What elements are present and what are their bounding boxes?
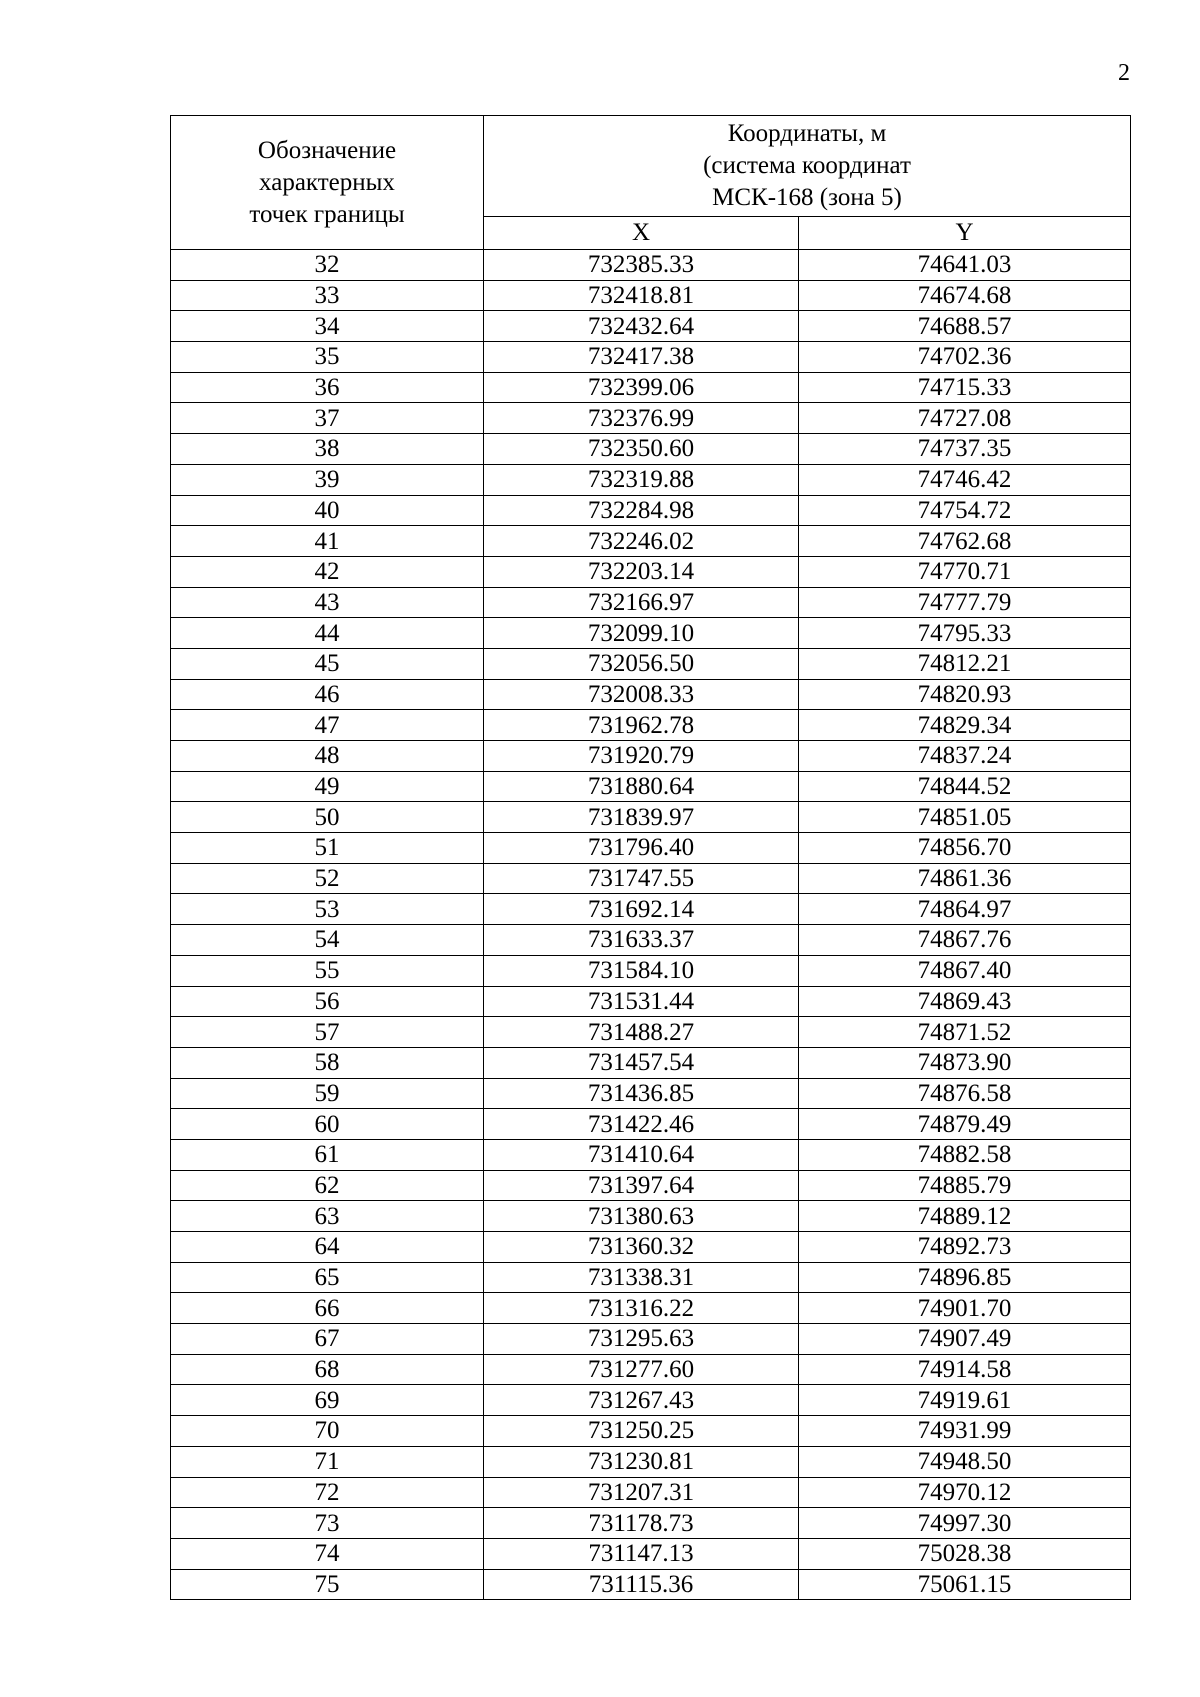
point-cell: 50 [171,802,484,833]
y-coordinate-cell: 74873.90 [799,1047,1131,1078]
x-coordinate-cell: 732203.14 [484,556,799,587]
point-cell: 59 [171,1078,484,1109]
table-row [171,1293,1131,1324]
y-coordinate-cell: 75028.38 [799,1538,1131,1569]
x-coordinate-cell: 732246.02 [484,526,799,557]
point-cell: 46 [171,679,484,710]
y-coordinate-cell: 74861.36 [799,863,1131,894]
point-cell: 47 [171,710,484,741]
table-row [171,526,1131,557]
y-coordinate-cell: 74702.36 [799,342,1131,373]
point-cell: 32 [171,250,484,281]
point-cell: 41 [171,526,484,557]
point-cell: 62 [171,1170,484,1201]
y-coordinate-cell: 74820.93 [799,679,1131,710]
x-coordinate-cell: 731584.10 [484,955,799,986]
header-designation-line: точек границы [249,200,405,228]
y-coordinate-cell: 74885.79 [799,1170,1131,1201]
table-row [171,1109,1131,1140]
x-coordinate-cell: 732418.81 [484,280,799,311]
header-coordinates [484,116,1131,217]
point-cell: 64 [171,1232,484,1263]
x-coordinate-cell: 731360.32 [484,1232,799,1263]
x-coordinate-cell: 732008.33 [484,679,799,710]
y-coordinate-cell: 74737.35 [799,434,1131,465]
y-coordinate-cell: 74896.85 [799,1262,1131,1293]
x-coordinate-cell: 732319.88 [484,464,799,495]
table-row [171,1416,1131,1447]
point-cell: 74 [171,1538,484,1569]
point-cell: 45 [171,648,484,679]
y-coordinate-cell: 74837.24 [799,741,1131,772]
table-row [171,925,1131,956]
point-cell: 55 [171,955,484,986]
point-cell: 61 [171,1139,484,1170]
header-coords-line: Координаты, м [727,120,887,147]
point-cell: 57 [171,1017,484,1048]
y-coordinate-cell: 74876.58 [799,1078,1131,1109]
x-coordinate-cell: 732099.10 [484,618,799,649]
table-row [171,894,1131,925]
point-cell: 60 [171,1109,484,1140]
x-coordinate-cell: 731962.78 [484,710,799,741]
table-row [171,986,1131,1017]
table-row [171,1324,1131,1355]
x-coordinate-cell: 731207.31 [484,1477,799,1508]
x-coordinate-cell: 731147.13 [484,1538,799,1569]
table-row [171,587,1131,618]
x-coordinate-cell: 731488.27 [484,1017,799,1048]
x-coordinate-cell: 731338.31 [484,1262,799,1293]
x-coordinate-cell: 731277.60 [484,1354,799,1385]
y-coordinate-cell: 74867.40 [799,955,1131,986]
x-coordinate-cell: 731531.44 [484,986,799,1017]
table-row [171,1508,1131,1539]
table-row [171,311,1131,342]
point-cell: 43 [171,587,484,618]
x-coordinate-cell: 731839.97 [484,802,799,833]
x-coordinate-cell: 731250.25 [484,1416,799,1447]
point-cell: 65 [171,1262,484,1293]
y-coordinate-cell: 74795.33 [799,618,1131,649]
coordinates-table [170,115,1131,1600]
point-cell: 39 [171,464,484,495]
x-coordinate-cell: 731316.22 [484,1293,799,1324]
table-row [171,1201,1131,1232]
y-coordinate-cell: 74851.05 [799,802,1131,833]
point-cell: 44 [171,618,484,649]
x-coordinate-cell: 731436.85 [484,1078,799,1109]
y-coordinate-cell: 74715.33 [799,372,1131,403]
point-cell: 68 [171,1354,484,1385]
y-coordinate-cell: 74970.12 [799,1477,1131,1508]
table-row [171,1354,1131,1385]
table-row [171,648,1131,679]
point-cell: 72 [171,1477,484,1508]
table-row [171,771,1131,802]
x-coordinate-cell: 731457.54 [484,1047,799,1078]
point-cell: 73 [171,1508,484,1539]
x-coordinate-cell: 731397.64 [484,1170,799,1201]
x-coordinate-cell: 732056.50 [484,648,799,679]
x-coordinate-cell: 732432.64 [484,311,799,342]
y-coordinate-cell: 74641.03 [799,250,1131,281]
x-coordinate-cell: 731178.73 [484,1508,799,1539]
point-cell: 53 [171,894,484,925]
y-coordinate-cell: 74889.12 [799,1201,1131,1232]
x-coordinate-cell: 732385.33 [484,250,799,281]
table-row [171,1262,1131,1293]
x-coordinate-cell: 731747.55 [484,863,799,894]
table-row [171,1232,1131,1263]
header-row-top [171,116,1131,217]
header-designation-line: Обозначение [257,136,397,164]
table-row [171,1170,1131,1201]
table-row [171,679,1131,710]
point-cell: 63 [171,1201,484,1232]
x-coordinate-cell: 731115.36 [484,1569,799,1600]
table-row [171,863,1131,894]
point-cell: 49 [171,771,484,802]
point-cell: 33 [171,280,484,311]
point-cell: 67 [171,1324,484,1355]
y-coordinate-cell: 74879.49 [799,1109,1131,1140]
header-point-designation [171,116,484,250]
point-cell: 56 [171,986,484,1017]
table-row [171,618,1131,649]
point-cell: 35 [171,342,484,373]
x-coordinate-cell: 732350.60 [484,434,799,465]
header-y: Y [799,217,1131,250]
y-coordinate-cell: 74770.71 [799,556,1131,587]
table-row [171,1017,1131,1048]
x-coordinate-cell: 732284.98 [484,495,799,526]
y-coordinate-cell: 74762.68 [799,526,1131,557]
table-row [171,1078,1131,1109]
y-coordinate-cell: 74892.73 [799,1232,1131,1263]
y-coordinate-cell: 74844.52 [799,771,1131,802]
table-row [171,1139,1131,1170]
table-row [171,710,1131,741]
point-cell: 36 [171,372,484,403]
y-coordinate-cell: 74754.72 [799,495,1131,526]
point-cell: 70 [171,1416,484,1447]
x-coordinate-cell: 732166.97 [484,587,799,618]
table-row [171,250,1131,281]
y-coordinate-cell: 74948.50 [799,1446,1131,1477]
y-coordinate-cell: 74864.97 [799,894,1131,925]
table-row [171,280,1131,311]
table-body [171,250,1131,1600]
table-row [171,372,1131,403]
y-coordinate-cell: 74882.58 [799,1139,1131,1170]
table-row [171,495,1131,526]
page-number: 2 [1118,60,1130,86]
table-row [171,1047,1131,1078]
point-cell: 34 [171,311,484,342]
x-coordinate-cell: 732376.99 [484,403,799,434]
point-cell: 51 [171,833,484,864]
x-coordinate-cell: 731422.46 [484,1109,799,1140]
header-x: X [484,217,799,250]
point-cell: 52 [171,863,484,894]
x-coordinate-cell: 731692.14 [484,894,799,925]
table-row [171,1569,1131,1600]
y-coordinate-cell: 74812.21 [799,648,1131,679]
table-row [171,464,1131,495]
point-cell: 54 [171,925,484,956]
point-cell: 75 [171,1569,484,1600]
table-row [171,833,1131,864]
x-coordinate-cell: 732417.38 [484,342,799,373]
y-coordinate-cell: 74914.58 [799,1354,1131,1385]
y-coordinate-cell: 74869.43 [799,986,1131,1017]
y-coordinate-cell: 74919.61 [799,1385,1131,1416]
header-designation-line: характерных [259,168,395,196]
point-cell: 42 [171,556,484,587]
x-coordinate-cell: 731230.81 [484,1446,799,1477]
x-coordinate-cell: 731880.64 [484,771,799,802]
table-row [171,434,1131,465]
point-cell: 58 [171,1047,484,1078]
point-cell: 69 [171,1385,484,1416]
table-row [171,403,1131,434]
point-cell: 40 [171,495,484,526]
y-coordinate-cell: 74746.42 [799,464,1131,495]
point-cell: 71 [171,1446,484,1477]
table-row [171,955,1131,986]
table-row [171,741,1131,772]
table-row [171,556,1131,587]
y-coordinate-cell: 74856.70 [799,833,1131,864]
header-coords-line: МСК-168 (зона 5) [712,184,902,211]
point-cell: 66 [171,1293,484,1324]
header-coords-line: (система координат [703,152,911,179]
y-coordinate-cell: 74829.34 [799,710,1131,741]
x-coordinate-cell: 731380.63 [484,1201,799,1232]
point-cell: 38 [171,434,484,465]
x-coordinate-cell: 732399.06 [484,372,799,403]
x-coordinate-cell: 731796.40 [484,833,799,864]
table-row [171,1446,1131,1477]
x-coordinate-cell: 731633.37 [484,925,799,956]
y-coordinate-cell: 74871.52 [799,1017,1131,1048]
y-coordinate-cell: 74727.08 [799,403,1131,434]
table-row [171,1538,1131,1569]
table-row [171,1385,1131,1416]
table-row [171,802,1131,833]
point-cell: 37 [171,403,484,434]
y-coordinate-cell: 74901.70 [799,1293,1131,1324]
y-coordinate-cell: 74931.99 [799,1416,1131,1447]
point-cell: 48 [171,741,484,772]
y-coordinate-cell: 75061.15 [799,1569,1131,1600]
x-coordinate-cell: 731295.63 [484,1324,799,1355]
y-coordinate-cell: 74907.49 [799,1324,1131,1355]
y-coordinate-cell: 74688.57 [799,311,1131,342]
table-row [171,342,1131,373]
y-coordinate-cell: 74997.30 [799,1508,1131,1539]
x-coordinate-cell: 731410.64 [484,1139,799,1170]
x-coordinate-cell: 731267.43 [484,1385,799,1416]
y-coordinate-cell: 74777.79 [799,587,1131,618]
y-coordinate-cell: 74867.76 [799,925,1131,956]
table-row [171,1477,1131,1508]
x-coordinate-cell: 731920.79 [484,741,799,772]
y-coordinate-cell: 74674.68 [799,280,1131,311]
